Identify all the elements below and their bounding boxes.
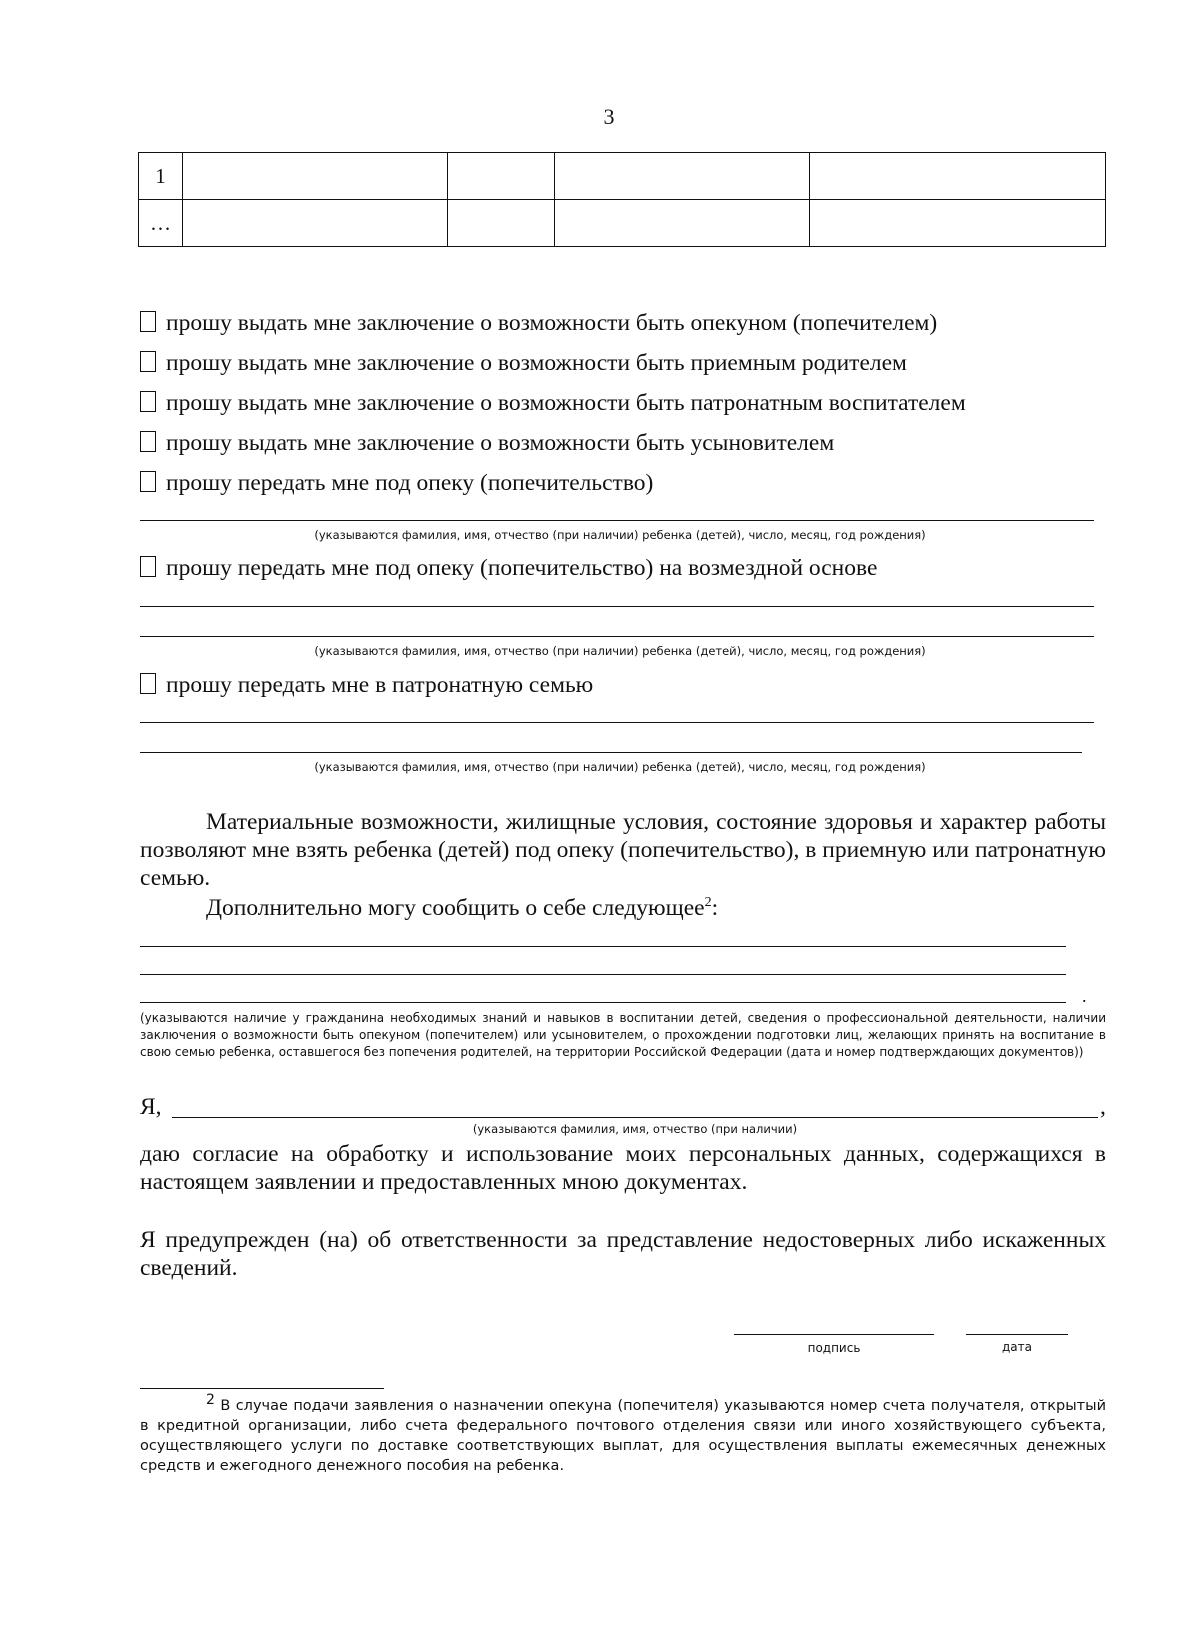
table-row <box>139 153 1106 200</box>
footnote-separator <box>140 1388 384 1389</box>
signature-label: подпись <box>807 1341 861 1355</box>
option-transfer-paid-guardianship <box>140 553 877 583</box>
additional-info-hint: (указываются наличие у гражданина необходимых знаний и навыков в воспитании детей, сведения о профессиональной деятельности, наличии заключения о возможности быть опекуном (попечителем) или усыновителем, о прохождении подготовки лиц, желающих принять на воспитание в свою семью ребенка, оставшегося без попечения родителей, на территории Российской Федерации (дата и номер подтверждающих документов)) <box>140 1011 1106 1059</box>
checkbox[interactable] <box>140 556 156 577</box>
child-details-hint: (указываются фамилия, имя, отчество (при наличии) ребенка (детей), число, месяц, год рождения) <box>314 528 926 542</box>
date-label: дата <box>1002 1340 1032 1354</box>
additional-info-line[interactable] <box>140 974 1066 975</box>
full-name-line[interactable] <box>172 1117 1098 1118</box>
option-transfer-guardianship <box>140 468 653 498</box>
option-label: прошу выдать мне заключение о возможности быть опекуном (попечителем) <box>166 310 938 336</box>
checkbox[interactable] <box>140 391 156 412</box>
footnote-ref: 2 <box>704 895 712 911</box>
table-cell <box>448 200 555 247</box>
table-cell <box>810 200 1106 247</box>
table-cell <box>448 153 555 200</box>
date-line[interactable] <box>966 1334 1068 1335</box>
colon: : <box>711 895 719 921</box>
consent-paragraph: даю согласие на обработку и использование моих персональных данных, содержащихся в настоящем заявлении и предоставленных мною документах. <box>140 1141 1106 1195</box>
table-cell <box>555 200 810 247</box>
child-details-line[interactable] <box>140 636 1094 637</box>
period-mark: . <box>1082 986 1087 1006</box>
page-number: 3 <box>603 104 615 129</box>
table-cell: … <box>139 200 183 247</box>
additional-info-line[interactable] <box>140 1002 1066 1003</box>
table-cell <box>183 200 448 247</box>
i-suffix: , <box>1100 1094 1106 1120</box>
signature-line[interactable] <box>734 1334 934 1335</box>
checkbox[interactable] <box>140 311 156 332</box>
option-patronage-conclusion <box>140 388 966 418</box>
option-label: прошу выдать мне заключение о возможности быть усыновителем <box>166 430 835 456</box>
footnote-marker: 2 <box>206 1392 215 1409</box>
warning-paragraph: Я предупрежден (на) об ответственности за представление недостоверных либо искаженных сведений. <box>140 1227 1106 1281</box>
table-cell <box>555 153 810 200</box>
option-adopter-conclusion <box>140 428 834 458</box>
footnote-text: В случае подачи заявления о назначении опекуна (попечителя) указываются номер счета получателя, открытый в кредитной организации, либо счета федерального почтового отделения связи или иного хозяйствующего субъекта, осуществляющего услуги по доставке соответствующих выплат, для осуществления выплаты ежемесячных денежных средств и ежегодного денежного пособия на ребенка. <box>140 1398 1106 1474</box>
table-cell <box>183 153 448 200</box>
checkbox[interactable] <box>140 351 156 372</box>
checkbox[interactable] <box>140 431 156 452</box>
option-label: прошу передать мне под опеку (попечительство) на возмездной основе <box>166 555 878 581</box>
checkbox[interactable] <box>140 673 156 694</box>
capabilities-paragraph: Материальные возможности, жилищные условия, состояние здоровья и характер работы позволяют мне взять ребенка (детей) под опеку (попечительство), в приемную или патронатную семью. <box>140 809 1106 891</box>
additional-info-line[interactable] <box>140 946 1066 947</box>
table-row <box>139 200 1106 247</box>
children-table <box>138 152 1106 247</box>
option-label: прошу передать мне под опеку (попечительство) <box>166 470 654 496</box>
child-details-hint: (указываются фамилия, имя, отчество (при наличии) ребенка (детей), число, месяц, год рождения) <box>314 644 926 658</box>
child-details-hint: (указываются фамилия, имя, отчество (при наличии) ребенка (детей), число, месяц, год рождения) <box>314 760 926 774</box>
full-name-hint: (указываются фамилия, имя, отчество (при наличии) <box>472 1122 798 1136</box>
child-details-line[interactable] <box>140 752 1082 753</box>
checkbox[interactable] <box>140 471 156 492</box>
footnote <box>140 1392 1106 1476</box>
additional-info-text: Дополнительно могу сообщить о себе следующее <box>206 895 705 921</box>
child-details-line[interactable] <box>140 520 1094 521</box>
option-transfer-patronage-family <box>140 670 593 700</box>
table-cell <box>810 153 1106 200</box>
option-label: прошу выдать мне заключение о возможности быть приемным родителем <box>166 350 907 376</box>
child-details-line[interactable] <box>140 606 1094 607</box>
child-details-line[interactable] <box>140 722 1094 723</box>
table-cell: 1 <box>139 153 183 200</box>
option-label: прошу выдать мне заключение о возможности быть патронатным воспитателем <box>166 390 966 416</box>
i-prefix: Я, <box>140 1094 162 1120</box>
option-guardian-conclusion <box>140 308 937 338</box>
option-foster-parent-conclusion <box>140 348 907 378</box>
option-label: прошу передать мне в патронатную семью <box>166 672 594 698</box>
additional-info-intro <box>140 894 1106 922</box>
